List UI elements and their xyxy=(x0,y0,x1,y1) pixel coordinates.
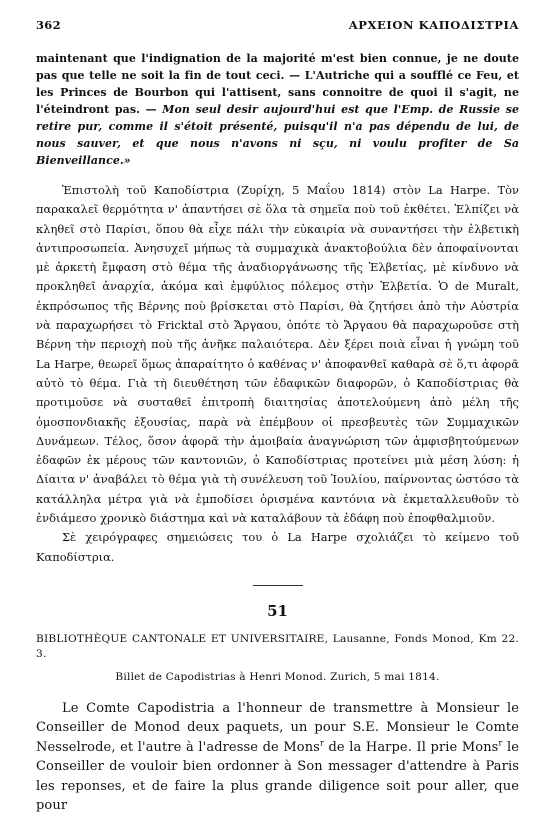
letter-text xyxy=(36,699,519,816)
letter-text-part2: de la Harpe. Il prie Mons xyxy=(323,739,499,755)
page-number: 362 xyxy=(36,18,61,32)
archive-reference: BIBLIOTHÈQUE CANTONALE ET UNIVERSITAIRE, Lausanne, Fonds Monod, Km 22. 3. xyxy=(36,632,519,660)
running-title: ΑΡΧΕΙΟΝ ΚΑΠΟΔΙΣΤΡΙΑ xyxy=(348,18,519,32)
greek-note-paragraph: Σὲ χειρόγραφες σημειώσεις του ὁ La Harpe σχολιάζει τὸ κείμενο τοῦ Καποδίστρια. xyxy=(36,530,519,564)
document-page xyxy=(36,18,519,816)
quote-text-italic: Mon seul desir aujourd'hui est que l'Emp. de Russie se retire pur, comme il s'étoit présenté, puisqu'il n'a pas dépendu de lui, de nous sauver, et que nous n'avons ni sçu, ni voulu profiter de Sa Bienveillance.» xyxy=(36,103,519,167)
section-divider xyxy=(253,585,303,586)
page-header xyxy=(36,18,519,40)
document-number: 51 xyxy=(267,601,288,620)
letter-text-part1: Le Comte Capodistria a l'honneur de transmettre à Monsieur le Conseiller de Monod deux paquets, un pour S.E. Monsieur le Comte Nesselrode, et l'autre à l'adresse de Mons xyxy=(36,700,519,755)
quoted-letter-excerpt xyxy=(36,50,519,169)
document-description: Billet de Capodistrias à Henri Monod. Zurich, 5 mai 1814. xyxy=(115,670,440,683)
superscript-r: r xyxy=(498,738,503,748)
quote-text: maintenant que l'indignation de la majorité m'est bien connue, je ne doute pas que telle ne soit la fin de tout ceci. — L'Autriche qui a soufflé ce Feu, et les Princes de Bourbon qui l'attisent, sans connoitre de quoi il s'agit, ne l'éteindront pas. — xyxy=(36,52,519,116)
letter-text-part3: le Conseiller de vouloir bien ordonner à Son messager d'attendre à Paris les reponses, et de faire la plus grande diligence soit pour aller, que pour xyxy=(36,739,519,814)
greek-summary-paragraph: Ἐπιστολὴ τοῦ Καποδίστρια (Ζυρίχη, 5 Μαΐου 1814) στὸν La Harpe. Τὸν παρακαλεῖ θερμότητα ν' ἀπαντήσει σὲ ὅλα τὰ σημεῖα ποὺ τοῦ ἐκθέτει. Ἐλπίζει νὰ κληθεῖ στὸ Παρίσι, ὅπου θὰ εἶχε πάλι τὴν εὐκαιρία νὰ συναντήσει τὴν ἐλβετικὴ ἀντιπροσωπεία. Ἀνησυχεῖ μήπως τὰ συμμαχικὰ ἀνακτοβούλια δὲν ἀποφαίνονται μὲ ἀρκετὴ ἔμφαση στὸ θέμα τῆς ἀναδιοργάνωσης τῆς Ἑλβετίας, μὲ κίνδυνο νὰ προκληθεῖ ἀναρχία, ἀκόμα καὶ ἐμφύλιος πόλεμος στὴν Ἑλβετία. Ὁ de Muralt, ἐκπρόσωπος τῆς Βέρνης ποὺ βρίσκεται στὸ Παρίσι, θὰ ζητήσει ἀπὸ τὴν Αὐστρία νὰ παραχωρήσει τὸ Fricktal στὸ Ἄργαου, ὁπότε τὸ Ἄργαου θὰ παραχωροῦσε στὴ Βέρνη τὴν περιοχὴ ποὺ τῆς ἀνῆκε παλαιότερα. Δὲν ξέρει ποιὰ εἶναι ἡ γνώμη τοῦ La Harpe, θεωρεῖ ὅμως ἀπαραίτητο ὁ καθένας ν' ἀποφανθεῖ καθαρὰ σὲ ὅ,τι ἀφορᾶ αὐτὸ τὸ θέμα. Γιὰ τὴ διευθέτηση τῶν ἐδαφικῶν διαφορῶν, ὁ Καποδίστριας θὰ προτιμοῦσε νὰ συσταθεῖ ἐπιτροπὴ διαιτησίας ἀποτελούμενη ἀπὸ μέλη τῆς ὁμοσπονδιακῆς ἐξουσίας, παρὰ νὰ ἐπέμβουν οἱ πρεσβευτὲς τῶν Συμμαχικῶν Δυνάμεων. Τέλος, ὅσον ἀφορᾶ τὴν ἀμοιβαία ἀναγνώριση τῶν ἀμφισβητούμενων ἐδαφῶν ἐκ μέρους τῶν καντονιῶν, ὁ Καποδίστριας προτείνει μιὰ μέση λύση: ἡ Δίαιτα ν' ἀναβάλει τὸ θέμα γιὰ τὴ συνέλευση τοῦ Ἰουλίου, παίρνοντας ὡστόσο τὰ κατάλληλα μέτρα γιὰ νὰ ἐμποδίσει ὁρισμένα καντόνια νὰ ἐκμεταλλευθοῦν τὸ ἐνδιάμεσο χρονικὸ διάστημα καὶ νὰ καταλάβουν τὰ ἐδάφη ποὺ ἐποφθαλμιοῦν. xyxy=(36,183,519,526)
superscript-r: r xyxy=(319,738,324,748)
